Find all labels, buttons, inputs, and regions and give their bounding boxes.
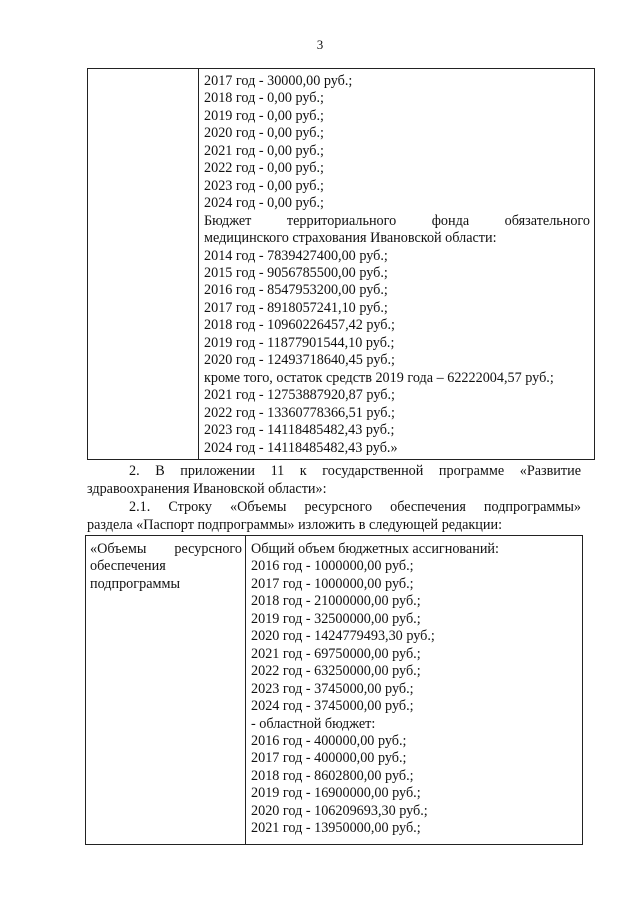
text-line: 2019 год - 32500000,00 руб.; — [251, 610, 421, 627]
paragraph-line: здравоохранения Ивановской области»: — [87, 480, 327, 497]
text-line: 2017 год - 1000000,00 руб.; — [251, 575, 414, 592]
text-line: 2023 год - 14118485482,43 руб.; — [204, 422, 395, 439]
text-line: 2016 год - 8547953200,00 руб.; — [204, 282, 388, 299]
text-line: 2018 год - 21000000,00 руб.; — [251, 593, 421, 610]
text-line: 2018 год - 10960226457,42 руб.; — [204, 317, 395, 334]
paragraph-line: раздела «Паспорт подпрограммы» изложить в следующей редакции: — [87, 516, 503, 533]
text-line: 2023 год - 0,00 руб.; — [204, 177, 325, 194]
table1-left-cell — [88, 69, 199, 460]
row-label-line: подпрограммы — [90, 575, 180, 592]
text-line: 2020 год - 12493718640,45 руб.; — [204, 352, 395, 369]
text-line: 2016 год - 400000,00 руб.; — [251, 732, 407, 749]
fund-heading-line: медицинского страхования Ивановской области: — [204, 230, 497, 247]
text-line: 2019 год - 0,00 руб.; — [204, 107, 325, 124]
text-line: 2023 год - 3745000,00 руб.; — [251, 680, 414, 697]
text-line: 2015 год - 9056785500,00 руб.; — [204, 264, 388, 281]
page-number: 3 — [316, 37, 324, 52]
table1-right-cell — [199, 69, 595, 460]
table2-right-cell — [246, 536, 583, 845]
text-line: 2019 год - 16900000,00 руб.; — [251, 785, 421, 802]
text-line: 2018 год - 0,00 руб.; — [204, 90, 325, 107]
text-line: 2019 год - 11877901544,10 руб.; — [204, 334, 395, 351]
resource-provision-table — [85, 535, 583, 845]
funding-table-continued — [87, 68, 595, 460]
text-line: 2024 год - 0,00 руб.; — [204, 195, 325, 212]
text-line: кроме того, остаток средств 2019 года – 62222004,57 руб.; — [204, 369, 554, 386]
text-line: - областной бюджет: — [251, 715, 376, 732]
text-line: 2022 год - 63250000,00 руб.; — [251, 663, 421, 680]
text-line: 2022 год - 13360778366,51 руб.; — [204, 404, 395, 421]
text-line: 2024 год - 14118485482,43 руб.» — [204, 439, 398, 456]
text-line: Общий объем бюджетных ассигнований: — [251, 541, 499, 557]
text-line: 2022 год - 0,00 руб.; — [204, 160, 325, 177]
text-line: 2020 год - 106209693,30 руб.; — [251, 802, 428, 819]
text-line: 2024 год - 3745000,00 руб.; — [251, 698, 414, 715]
text-line: 2017 год - 8918057241,10 руб.; — [204, 299, 388, 316]
text-line: 2018 год - 8602800,00 руб.; — [251, 767, 414, 784]
text-line: 2021 год - 69750000,00 руб.; — [251, 645, 421, 662]
text-line: 2017 год - 30000,00 руб.; — [204, 73, 353, 89]
table2-left-cell — [86, 536, 246, 845]
paragraph-line: 2.1. Строку «Объемы ресурсного обеспечения подпрограммы» — [129, 499, 581, 515]
row-label-line: обеспечения — [90, 558, 166, 575]
text-line: 2016 год - 1000000,00 руб.; — [251, 558, 414, 575]
text-line: 2017 год - 400000,00 руб.; — [251, 750, 407, 767]
text-line: 2021 год - 12753887920,87 руб.; — [204, 387, 395, 404]
text-line: 2014 год - 7839427400,00 руб.; — [204, 247, 388, 264]
text-line: 2020 год - 1424779493,30 руб.; — [251, 628, 435, 645]
paragraph-item-2 — [87, 463, 581, 498]
row-label-line: «Объемы ресурсного — [90, 541, 242, 557]
text-line: 2021 год - 0,00 руб.; — [204, 142, 325, 159]
paragraph-item-2-1 — [87, 499, 581, 534]
text-line: 2020 год - 0,00 руб.; — [204, 125, 325, 142]
text-line: 2021 год - 13950000,00 руб.; — [251, 820, 421, 837]
fund-heading-line: Бюджет территориального фонда обязательного — [204, 212, 590, 229]
paragraph-line: 2. В приложении 11 к государственной программе «Развитие — [129, 463, 581, 479]
